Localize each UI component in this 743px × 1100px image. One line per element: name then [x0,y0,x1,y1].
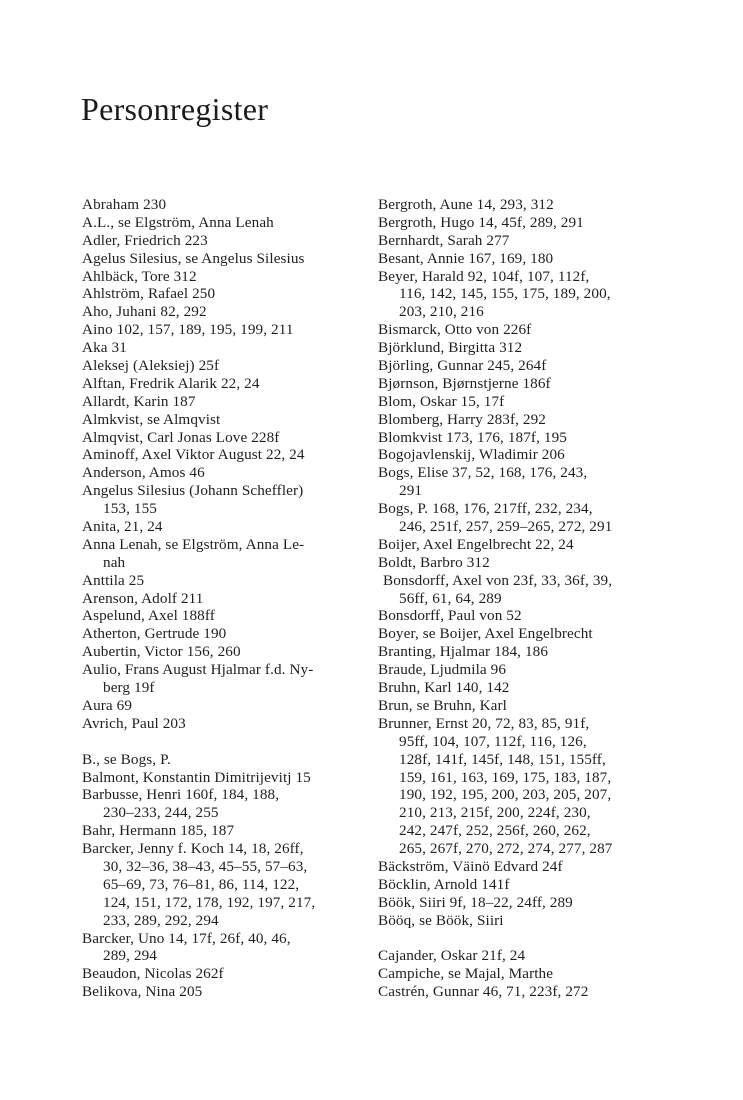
index-line: Aulio, Frans August Hjalmar f.d. Ny- [82,661,314,679]
index-line: Anita, 21, 24 [82,518,163,536]
index-line: Aminoff, Axel Viktor August 22, 24 [82,446,305,464]
index-line: Angelus Silesius (Johann Scheffler) [82,482,304,500]
index-line: Bogs, P. 168, 176, 217ff, 232, 234, [378,500,593,518]
index-line: 95ff, 104, 107, 112f, 116, 126, [399,732,587,750]
index-line: Agelus Silesius, se Angelus Silesius [82,249,305,267]
index-line: Arenson, Adolf 211 [82,589,204,607]
index-line: 124, 151, 172, 178, 192, 197, 217, [103,893,316,911]
index-line: Aleksej (Aleksiej) 25f [82,357,220,375]
index-line: 190, 192, 195, 200, 203, 205, 207, [399,786,612,804]
index-line: Blomberg, Harry 283f, 292 [378,410,546,428]
index-line: Branting, Hjalmar 184, 186 [378,643,549,661]
index-line: Abraham 230 [82,196,167,213]
index-line: Bonsdorff, Axel von 23f, 33, 36f, 39, [383,571,613,589]
index-line: Campiche, se Majal, Marthe [378,965,554,983]
index-line: 291 [399,482,423,500]
index-line: Avrich, Paul 203 [82,714,186,732]
index-line: Cajander, Oskar 21f, 24 [378,947,526,965]
index-line: berg 19f [103,679,155,697]
index-line: Balmont, Konstantin Dimitrijevitj 15 [82,768,311,786]
index-line: A.L., se Elgström, Anna Lenah [82,213,274,231]
index-line: 30, 32–36, 38–43, 45–55, 57–63, [103,857,308,875]
index-line: Anderson, Amos 46 [82,464,205,482]
index-line: Atherton, Gertrude 190 [82,625,227,643]
index-line: Björklund, Birgitta 312 [378,339,523,357]
index-line: Belikova, Nina 205 [82,983,203,1001]
index-line: Brunner, Ernst 20, 72, 83, 85, 91f, [378,714,590,732]
index-columns [82,196,692,1001]
index-line: 289, 294 [103,947,157,965]
index-line: Bäckström, Väinö Edvard 24f [378,857,563,875]
index-line: B., se Bogs, P. [82,750,171,768]
index-line: 242, 247f, 252, 256f, 260, 262, [399,822,591,840]
index-line: 246, 251f, 257, 259–265, 272, 291 [399,518,613,536]
index-line: Blomkvist 173, 176, 187f, 195 [378,428,567,446]
blank-line [378,930,692,948]
index-line: Braude, Ljudmila 96 [378,661,507,679]
index-line: 233, 289, 292, 294 [103,911,219,929]
index-line: 65–69, 73, 76–81, 86, 114, 122, [103,875,300,893]
index-line: 56ff, 61, 64, 289 [399,589,502,607]
index-line: Bernhardt, Sarah 277 [378,231,510,249]
index-line: Aino 102, 157, 189, 195, 199, 211 [82,321,294,339]
index-line: Blom, Oskar 15, 17f [378,392,505,410]
index-line: Boijer, Axel Engelbrecht 22, 24 [378,535,574,553]
index-line: nah [103,553,126,571]
index-line: Allardt, Karin 187 [82,392,196,410]
index-line: Bonsdorff, Paul von 52 [378,607,522,625]
index-line: Almkvist, se Almqvist [82,410,221,428]
index-line: Bergroth, Hugo 14, 45f, 289, 291 [378,213,584,231]
index-line: Aubertin, Victor 156, 260 [82,643,241,661]
index-line: Bööq, se Böök, Siiri [378,911,504,929]
index-line: Castrén, Gunnar 46, 71, 223f, 272 [378,983,589,1001]
index-line: Adler, Friedrich 223 [82,231,208,249]
index-line: Bjørnson, Bjørnstjerne 186f [378,374,551,392]
index-line: Böcklin, Arnold 141f [378,875,510,893]
index-line: 265, 267f, 270, 272, 274, 277, 287 [399,840,613,858]
index-line: Bismarck, Otto von 226f [378,321,532,339]
index-line: Barcker, Jenny f. Koch 14, 18, 26ff, [82,840,304,858]
index-line: Böök, Siiri 9f, 18–22, 24ff, 289 [378,893,573,911]
page-title: Personregister [81,91,269,128]
index-line: Besant, Annie 167, 169, 180 [378,249,554,267]
index-line: Aspelund, Axel 188ff [82,607,215,625]
index-line: Bogs, Elise 37, 52, 168, 176, 243, [378,464,588,482]
index-line: Björling, Gunnar 245, 264f [378,357,547,375]
index-line: Anna Lenah, se Elgström, Anna Le- [82,535,305,553]
blank-line [82,733,378,751]
index-line: 116, 142, 145, 155, 175, 189, 200, [399,285,611,303]
index-line: Almqvist, Carl Jonas Love 228f [82,428,280,446]
index-line: Alftan, Fredrik Alarik 22, 24 [82,374,260,392]
index-line: Beaudon, Nicolas 262f [82,965,224,983]
index-right-column [378,196,692,1001]
index-line: 203, 210, 216 [399,303,484,321]
index-line: Ahlström, Rafael 250 [82,285,216,303]
index-line: Boyer, se Boijer, Axel Engelbrecht [378,625,593,643]
index-line: 159, 161, 163, 169, 175, 183, 187, [399,768,612,786]
index-line: Aka 31 [82,339,127,357]
index-line: Bergroth, Aune 14, 293, 312 [378,196,554,213]
index-line: 230–233, 244, 255 [103,804,219,822]
index-line: Aho, Juhani 82, 292 [82,303,207,321]
index-line: Anttila 25 [82,571,145,589]
index-line: Bogojavlenskij, Wladimir 206 [378,446,565,464]
index-line: Bahr, Hermann 185, 187 [82,822,235,840]
index-line: Brun, se Bruhn, Karl [378,696,507,714]
index-line: Barbusse, Henri 160f, 184, 188, [82,786,280,804]
index-line: 210, 213, 215f, 200, 224f, 230, [399,804,591,822]
index-line: 153, 155 [103,500,157,518]
index-line: Aura 69 [82,696,133,714]
index-line: Boldt, Barbro 312 [378,553,490,571]
index-line: Bruhn, Karl 140, 142 [378,679,510,697]
index-left-column [82,196,378,1001]
index-line: Barcker, Uno 14, 17f, 26f, 40, 46, [82,929,291,947]
index-line: Ahlbäck, Tore 312 [82,267,197,285]
index-line: Beyer, Harald 92, 104f, 107, 112f, [378,267,590,285]
index-line: 128f, 141f, 145f, 148, 151, 155ff, [399,750,606,768]
